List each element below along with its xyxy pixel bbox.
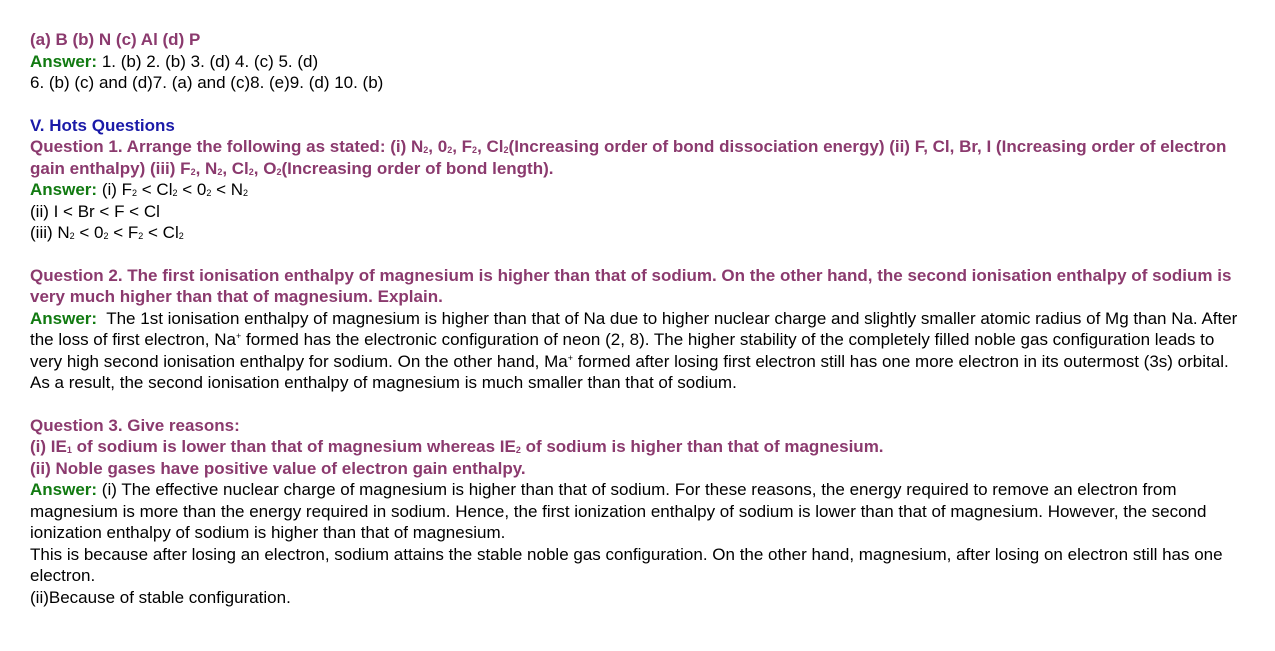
question-3-part-i — [30, 436, 1245, 458]
section-title: V. Hots Questions — [30, 115, 175, 135]
q1-a1-b: < Cl — [137, 180, 173, 199]
mcq-options: (a) B (b) N (c) Al (d) P — [30, 30, 201, 49]
q1-sub: 2 — [248, 166, 254, 177]
q1-text-d: , Cl — [477, 137, 504, 156]
q1-a3-b: < 0 — [74, 223, 104, 242]
answer-key-1: 1. (b) 2. (b) 3. (d) 4. (c) 5. (d) — [101, 51, 319, 71]
q3-sub: 1 — [66, 445, 72, 455]
q3-ans-1: (i) The effective nuclear charge of magnesium is higher than that of sodium. For these reasons, the energy required to remove an electron from magnesium is more than the energy required in sodium. Hence, the first ionization enthalpy of sodium is lower than that of magnesium. However, the second ionization enthalpy of sodium is higher than that of magnesium. — [30, 480, 1207, 542]
q2-sup: + — [567, 352, 573, 363]
q1-a3-a: (iii) N — [30, 223, 70, 242]
q3-sub: 2 — [515, 445, 521, 455]
q1-sub: 2 — [423, 145, 429, 155]
q1-answer-3 — [30, 222, 1245, 244]
question-3-part-ii: (ii) Noble gases have positive value of electron gain enthalpy. — [30, 458, 526, 478]
q3-i-a: (i) IE — [30, 437, 67, 456]
q1-sub: 2 — [178, 231, 184, 241]
q1-text-a: Arrange the following as stated: (i) N — [126, 137, 424, 156]
q1-sub: 2 — [103, 231, 109, 241]
q1-sub: 2 — [172, 188, 178, 198]
q3-i-b: of sodium is lower than that of magnesium whereas IE — [71, 437, 516, 456]
q1-a1-a: (i) F — [101, 180, 133, 199]
q1-sub: 2 — [503, 145, 509, 155]
q1-sub: 2 — [447, 145, 453, 155]
q1-sub: 2 — [206, 188, 212, 198]
q3-answer-2: This is because after losing an electron, sodium attains the stable noble gas configuration. On the other hand, magnesium, after losing on electron still has one electron. — [30, 544, 1223, 585]
question-1-label: Question 1. — [30, 137, 123, 156]
q1-a3-d: < Cl — [143, 223, 179, 242]
q2-sup: + — [235, 331, 242, 341]
q1-sub: 2 — [276, 166, 282, 177]
q1-answer-2: (ii) I < Br < F < Cl — [30, 201, 160, 221]
q1-answer-1 — [30, 179, 1245, 201]
q1-sub: 2 — [217, 166, 223, 177]
q2-ans-a: The 1st ionisation enthalpy of magnesium is higher than that of Na due to higher nuclear charge and slightly smaller atomic radius of Mg than Na. After the loss of first electron, Na — [30, 308, 1243, 349]
answer-label: Answer: — [30, 308, 98, 328]
q1-text-h: , O — [253, 158, 277, 178]
q2-ans-c: formed after losing first electron still has one more electron in its outermost (3s) orbital. As a result, the second ionisation enthalpy of magnesium is much smaller than that of sodium. — [30, 351, 1229, 392]
q1-text-i: (Increasing order of bond length). — [281, 158, 554, 178]
question-3-title: Question 3. Give reasons: — [30, 415, 240, 435]
q1-text-e: (Increasing order of bond dissociation energy) (ii) F, Cl, Br, I (Increasing order of electron gain enthalpy) (iii) F — [30, 137, 1227, 178]
q1-sub: 2 — [132, 188, 138, 198]
q1-text-f: , N — [195, 158, 218, 178]
q3-answer-3: (ii)Because of stable configuration. — [30, 587, 291, 607]
answer-label: Answer: — [30, 180, 98, 199]
q3-answer-1 — [30, 479, 1245, 544]
q1-text-c: , F — [452, 137, 473, 156]
q1-a3-c: < F — [108, 223, 139, 242]
q1-a1-d: < N — [211, 180, 244, 199]
q1-text-g: , Cl — [222, 158, 249, 178]
q2-answer — [30, 308, 1245, 394]
q1-text-b: , 0 — [428, 137, 448, 156]
q1-sub: 2 — [138, 231, 144, 241]
answer-label: Answer: — [30, 480, 98, 499]
q1-sub: 2 — [243, 188, 249, 198]
q3-i-c: of sodium is higher than that of magnesium. — [520, 437, 884, 456]
question-1 — [30, 136, 1245, 179]
q1-sub: 2 — [472, 145, 478, 155]
q2-ans-b: formed has the electronic configuration of neon (2, 8). The higher stability of the completely filled noble gas configuration leads to very high second ionisation enthalpy for sodium. On the other hand, Ma — [30, 330, 1215, 371]
mcq-answer-line-1 — [30, 51, 1245, 73]
answer-label: Answer: — [30, 51, 98, 71]
q1-sub: 2 — [69, 231, 75, 241]
q1-sub: 2 — [190, 166, 196, 177]
question-2: Question 2. The first ionisation enthalpy of magnesium is higher than that of sodium. On the other hand, the second ionisation enthalpy of sodium is very much higher than that of magnesium. Explain. — [30, 265, 1232, 306]
mcq-answer-line-2: 6. (b) (c) and (d)7. (a) and (c)8. (e)9. (d) 10. (b) — [30, 73, 384, 92]
q1-a1-c: < 0 — [177, 180, 207, 199]
